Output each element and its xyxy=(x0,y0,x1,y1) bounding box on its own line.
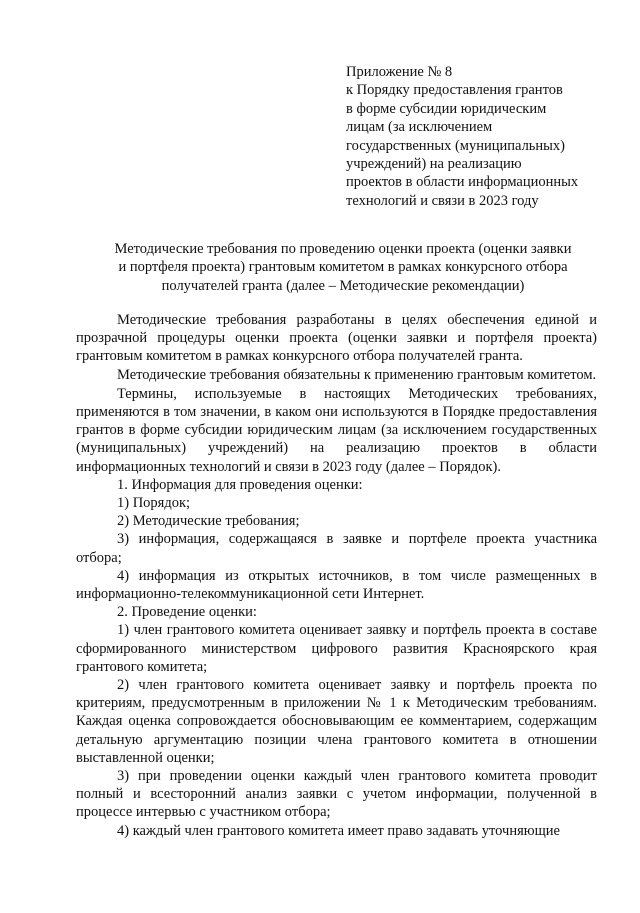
appendix-line: государственных (муниципальных) xyxy=(346,137,565,154)
list-item: 2) член грантового комитета оценивает заявку и портфель проекта по критериям, предусмотренным в приложении № 1 к Методическим требованиям. Каждая оценка сопровождается обосновывающим ее комментарием, содержащим детальную аргументацию позиции члена грантового комитета в отношении выставленной оценки; xyxy=(76,677,597,766)
list-item: 1) член грантового комитета оценивает заявку и портфель проекта в составе сформированного министерством цифрового развития Красноярского края грантового комитета; xyxy=(76,622,597,675)
paragraph: Термины, используемые в настоящих Методических требованиях, применяются в том значении, в каком они используются в Порядке предоставления грантов в форме субсидии юридическим лицам (за исключением государственных (муниципальных) учреждений) на реализацию проектов в области информационных технологий и связи в 2023 году (далее – Порядок). xyxy=(76,385,597,475)
section-heading: 2. Проведение оценки: xyxy=(117,604,257,621)
appendix-line: к Порядку предоставления грантов xyxy=(346,82,563,99)
appendix-line: проектов в области информационных xyxy=(346,174,579,191)
paragraph: Методические требования обязательны к применению грантовым комитетом. xyxy=(117,366,597,383)
list-item: 4) информация из открытых источников, в том числе размещенных в информационно-телекоммуникационной сети Интернет. xyxy=(76,567,597,603)
appendix-line: учреждений) на реализацию xyxy=(346,156,522,173)
title-line: получателей гранта (далее – Методические рекомендации) xyxy=(161,277,525,294)
list-item: 4) каждый член грантового комитета имеет право задавать уточняющие xyxy=(117,822,560,839)
title-line: и портфеля проекта) грантовым комитетом в рамках конкурсного отбора xyxy=(118,259,568,276)
appendix-header xyxy=(346,63,616,210)
appendix-line: Приложение № 8 xyxy=(346,64,453,80)
list-item: 2) Методические требования; xyxy=(117,513,300,530)
document-body xyxy=(76,311,597,840)
list-item: 3) при проведении оценки каждый член грантового комитета проводит полный и всесторонний анализ заявки с учетом информации, полученной в процессе интервью с участником отбора; xyxy=(76,768,597,821)
title-line: Методические требования по проведению оценки проекта (оценки заявки xyxy=(114,241,572,257)
paragraph: Методические требования разработаны в целях обеспечения единой и прозрачной процедуры оценки проекта (оценки заявки и портфеля проекта) грантовым комитетом в рамках конкурсного отбора получателей гранта. xyxy=(76,312,597,365)
appendix-line: лицам (за исключением xyxy=(346,119,493,136)
appendix-line: технологий и связи в 2023 году xyxy=(346,192,539,209)
section-heading: 1. Информация для проведения оценки: xyxy=(117,476,363,493)
list-item: 3) информация, содержащаяся в заявке и портфеле проекта участника отбора; xyxy=(76,531,597,566)
document-title xyxy=(78,240,608,295)
list-item: 1) Порядок; xyxy=(117,495,191,512)
appendix-line: в форме субсидии юридическим xyxy=(346,100,547,117)
